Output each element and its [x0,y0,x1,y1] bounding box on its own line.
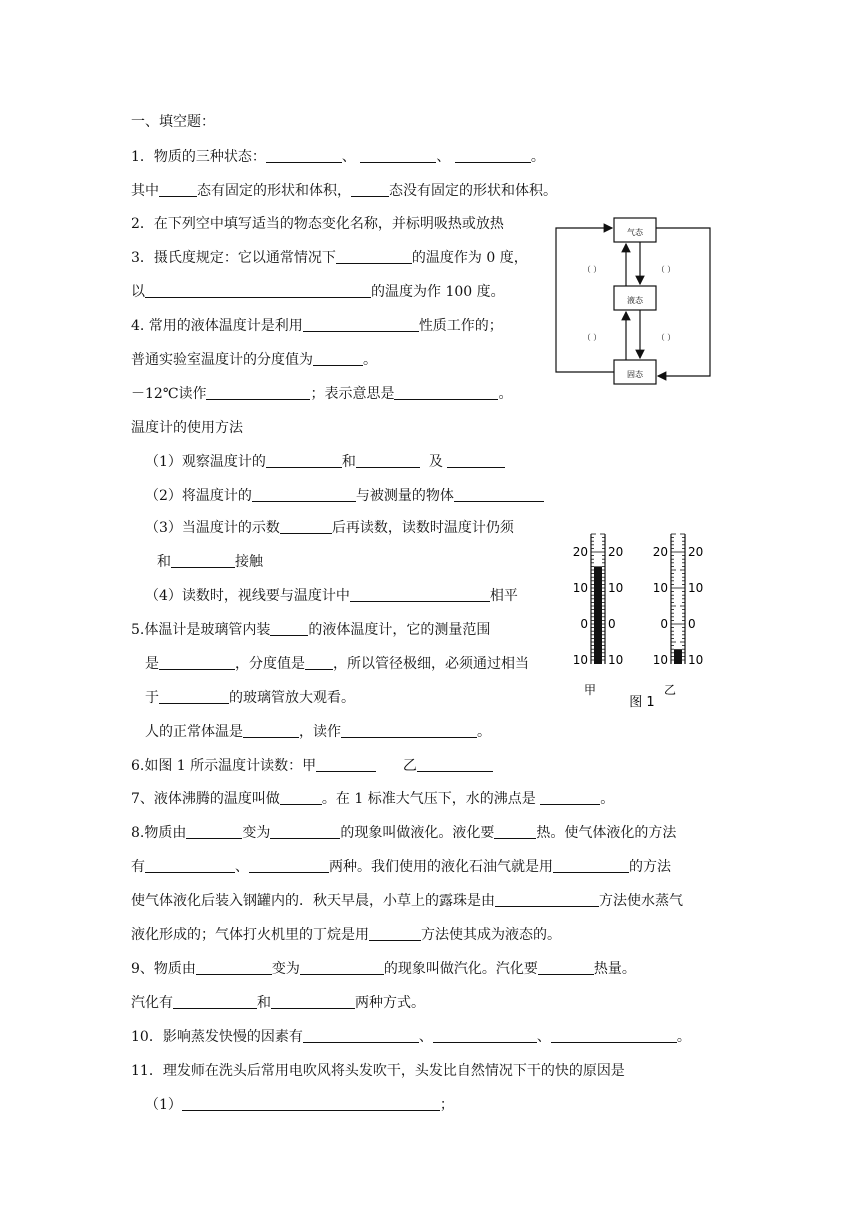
blank[interactable] [182,1096,440,1111]
usage-step-3: （3）当温度计的示数 后再读数，读数时温度计仍须 [145,520,514,536]
blank[interactable] [538,960,594,975]
question-2: 2．在下列空中填写适当的物态变化名称，并标明吸热或放热 [131,216,504,232]
blank[interactable] [186,824,242,839]
usage-step-4: （4）读数时，视线要与温度计中 相平 [145,588,518,604]
tick-label: 20 [608,545,624,559]
tick-label: 20 [652,545,668,559]
arrow-loop-right-icon [656,228,710,376]
blank[interactable] [313,351,363,366]
arrow-loop-left-icon [556,228,614,372]
question-5-line3: 于 的玻璃管放大观看。 [145,690,355,706]
blank[interactable] [336,249,412,264]
blank[interactable] [252,487,356,502]
blank[interactable] [305,655,333,670]
question-8-line2: 有 、 两种。我们使用的液化石油气就是用 的方法 [131,859,671,875]
blank[interactable] [394,385,498,400]
blank[interactable] [447,453,505,468]
thermometer-usage-heading: 温度计的使用方法 [131,420,243,436]
blank[interactable] [270,621,308,636]
solid-label: 固态 [627,370,643,379]
question-5-line2: 是 ，分度值是 ，所以管径极细，必须通过相当 [145,656,529,672]
question-7: 7、液体沸腾的温度叫做 。在 1 标准大气压下，水的沸点是 。 [131,791,615,807]
blank[interactable] [540,790,600,805]
tick-label: 20 [688,545,704,559]
figure-caption: 图 1 [629,695,655,710]
blank[interactable] [280,519,332,534]
question-8: 8.物质由 变为 的现象叫做液化。液化要 热。使气体液化的方法 [131,825,677,841]
blank[interactable] [243,723,299,738]
blank[interactable] [159,689,229,704]
usage-step-3-line2: 和 接触 [157,554,263,570]
blank[interactable] [171,553,235,568]
blank[interactable] [455,148,531,163]
usage-step-2: （2）将温度计的 与被测量的物体 [145,487,544,505]
tick-label: 20 [572,545,588,559]
question-8-line3: 使气体液化后装入钢罐内的．秋天早晨，小草上的露珠是由 方法使水蒸气 [131,893,683,909]
blank[interactable] [369,926,421,941]
tick-label: 10 [608,653,624,667]
blank[interactable] [356,453,420,468]
blank[interactable] [495,892,599,907]
tick-label: 10 [572,581,588,595]
blank[interactable] [145,858,235,873]
blank[interactable] [494,824,536,839]
question-1: 1．物质的三种状态： 、 、 。 [131,149,545,165]
question-8-line4: 液化形成的；气体打火机里的丁烷是用 方法使其成为液态的。 [131,927,561,943]
blank-bracket: （ ） [582,333,602,342]
blank[interactable] [280,790,322,805]
tick-label: 10 [688,653,704,667]
liquid-column [674,649,682,664]
blank[interactable] [454,487,544,502]
blank[interactable] [270,824,340,839]
question-6: 6.如图 1 所示温度计读数：甲 乙 [131,757,493,775]
question-5-line4: 人的正常体温是 ，读作 。 [145,724,491,740]
blank[interactable] [351,182,389,197]
blank[interactable] [303,317,419,332]
question-9-line2: 汽化有 和 两种方式。 [131,995,425,1011]
blank[interactable] [206,385,310,400]
section-title: 一、填空题： [131,114,215,130]
usage-step-1: （1）观察温度计的 和 及 [145,453,505,471]
blank[interactable] [417,757,493,772]
tick-label: 10 [652,581,668,595]
question-3: 3．摄氏度规定：它以通常情况下 的温度作为 0 度， [131,250,528,266]
tick-label: 0 [688,617,696,631]
thermometer-jia [573,534,624,667]
blank[interactable] [266,453,342,468]
tick-label: 0 [608,617,616,631]
blank[interactable] [249,858,329,873]
question-4: 4. 常用的液体温度计是利用 性质工作的； [131,318,503,334]
blank[interactable] [433,1028,537,1043]
blank-bracket: （ ） [656,265,676,274]
liquid-column [594,566,602,664]
jia-label: 甲 [583,683,597,697]
question-5: 5.体温计是玻璃管内装 的液体温度计，它的测量范围 [131,622,491,638]
blank[interactable] [360,148,436,163]
tick-label: 0 [580,617,588,631]
blank[interactable] [173,994,257,1009]
tick-label: 10 [608,581,624,595]
question-4-line3: －12℃读作 ；表示意思是 。 [131,386,513,402]
blank[interactable] [159,182,197,197]
question-9: 9、物质由 变为 的现象叫做汽化。汽化要 热量。 [131,961,636,977]
blank[interactable] [196,960,272,975]
question-11-line2: （1） ； [145,1097,454,1113]
liquid-label: 液态 [627,296,643,305]
thermometer-yi [653,534,704,667]
question-1-line2: 其中 态有固定的形状和体积， 态没有固定的形状和体积。 [131,183,557,199]
question-11: 11．理发师在洗头后常用电吹风将头发吹干，头发比自然情况下干的快的原因是 [131,1063,625,1079]
blank[interactable] [553,858,629,873]
blank[interactable] [350,587,490,602]
yi-label: 乙 [663,683,677,697]
blank[interactable] [266,148,342,163]
blank[interactable] [316,757,376,772]
thermometer-figure [566,528,726,712]
gas-label: 气态 [627,228,643,237]
blank[interactable] [303,1028,419,1043]
blank[interactable] [271,994,355,1009]
blank-bracket: （ ） [656,333,676,342]
tick-label: 10 [688,581,704,595]
blank[interactable] [341,723,477,738]
tick-label: 10 [652,653,668,667]
tick-label: 0 [660,617,668,631]
blank[interactable] [145,283,371,298]
question-4-line2: 普通实验室温度计的分度值为 。 [131,352,377,368]
state-change-diagram [552,210,716,386]
blank[interactable] [159,655,235,670]
question-3-line2: 以 的温度为作 100 度。 [131,284,505,300]
question-10: 10．影响蒸发快慢的因素有 、 、 。 [131,1029,691,1045]
tick-label: 10 [572,653,588,667]
blank-bracket: （ ） [582,265,602,274]
blank[interactable] [300,960,384,975]
blank[interactable] [551,1028,677,1043]
